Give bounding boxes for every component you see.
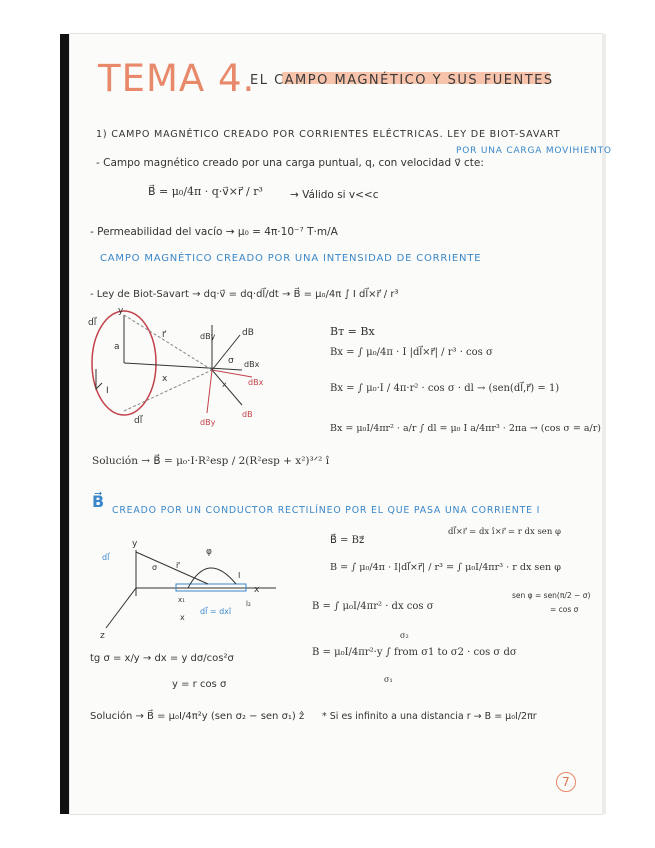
- label-dl: dl⃗: [102, 553, 110, 562]
- section3-solution: Solución → B⃗ = μ₀I/4π²y (sen σ₂ − sen σ₁) ẑ: [90, 711, 305, 722]
- label-dBx-1: dBx: [244, 360, 260, 369]
- label-sigma: σ: [228, 356, 234, 366]
- label-l2: l₂: [246, 600, 251, 608]
- section3-vector: B⃗: [92, 492, 105, 511]
- section3-eq1: B⃗ = Bz⃗: [330, 535, 365, 546]
- label-x-bottom: x: [180, 613, 185, 622]
- eq-bx-2: Bx = ∫ μ₀·I / 4π·r² · cos σ · dl → (sen(dl⃗,r⃗) = 1): [330, 383, 560, 394]
- label-dBx-2: dBx: [248, 378, 264, 387]
- current-arrow: [96, 369, 102, 389]
- label-r: r⃗: [162, 330, 166, 340]
- r-vector-line: [124, 315, 212, 370]
- section1-line1: - Campo magnético creado por una carga puntual, q, con velocidad v⃗ cte:: [96, 157, 484, 169]
- side-note-2: = cos σ: [550, 605, 579, 614]
- sigma-lower: σ₁: [384, 675, 393, 684]
- sigma-upper: σ₂: [400, 631, 409, 640]
- label-dl-eq: dl⃗ = dxî: [200, 607, 232, 616]
- section1-heading: 1) CAMPO MAGNÉTICO CREADO POR CORRIENTES ELÉCTRICAS. LEY DE BIOT-SAVART: [96, 129, 561, 140]
- tg-sigma-eq: tg σ = x/y → dx = y dσ/cos²σ: [90, 653, 234, 664]
- label-phi: φ: [206, 547, 212, 557]
- page-subtitle: EL CAMPO MAGNÉTICO Y SUS FUENTES: [250, 73, 554, 88]
- biot-savart-law: - Ley de Biot-Savart → dq·v⃗ = dq·dl⃗/dt → B⃗ = μ₀/4π ∫ I dl⃗×r⃗ / r³: [90, 289, 399, 300]
- label-I: I: [106, 386, 109, 396]
- eq-bx-1: Bx = ∫ μ₀/4π · I |dl⃗×r⃗| / r³ · cos σ: [330, 347, 493, 358]
- section1-formula: B⃗ = μ₀/4π · q·v⃗×r⃗ / r³: [148, 185, 263, 198]
- label-y: y: [118, 306, 124, 316]
- y-eq: y = r cos σ: [172, 679, 227, 690]
- straight-conductor-diagram: [96, 530, 296, 640]
- x-axis-line: [124, 363, 242, 370]
- cross-product-eq: dl⃗×r⃗ = dx î×r⃗ = r dx sen φ: [448, 527, 561, 537]
- label-I: I: [238, 571, 241, 580]
- label-x: x: [162, 374, 168, 384]
- dBx-arrow: [212, 370, 252, 377]
- label-x2: x: [222, 380, 227, 389]
- section3-heading: CREADO POR UN CONDUCTOR RECTILÍNEO POR EL QUE PASA UNA CORRIENTE I: [112, 505, 541, 516]
- dB-arrow-2: [212, 370, 242, 405]
- eq-bt: Bᴛ = Bx: [330, 325, 375, 338]
- label-a: a: [114, 342, 120, 352]
- label-dBy2: dBy: [200, 418, 216, 427]
- section2-heading: CAMPO MAGNÉTICO CREADO POR UNA INTENSIDAD DE CORRIENTE: [100, 253, 482, 264]
- page-title: TEMA 4.: [98, 57, 256, 100]
- side-note-1: sen φ = sen(π/2 − σ): [512, 591, 591, 600]
- ring-current-diagram: [82, 305, 282, 435]
- label-sigma: σ: [152, 563, 158, 572]
- eq-bx-3: Bx = μ₀I/4πr² · a/r ∫ dl = μ₀ I a/4πr³ · 2πa → (cos σ = a/r): [330, 423, 602, 434]
- label-dl-bottom: dl⃗: [134, 416, 143, 426]
- section3-eq3: B = ∫ μ₀I/4πr² · dx cos σ: [312, 601, 434, 612]
- section3-eq4: B = μ₀I/4πr²·y ∫ from σ1 to σ2 · cos σ dσ: [312, 647, 517, 658]
- r-vector: [136, 552, 208, 584]
- section1-blue-note: POR UNA CARGA MOVIHIENTO: [456, 146, 612, 156]
- infinite-note: * Si es infinito a una distancia r → B = μ₀I/2πr: [322, 711, 537, 722]
- permeability-line: - Permeabilidad del vacío → μ₀ = 4π·10⁻⁷ T·m/A: [90, 226, 338, 238]
- dBy-arrow-2: [207, 370, 212, 413]
- validity-note: → Válido si v<<c: [290, 189, 379, 201]
- label-dB: dB: [242, 328, 254, 338]
- label-x: x: [254, 585, 260, 595]
- z-axis: [106, 588, 136, 628]
- r-vector-line-2: [124, 370, 212, 411]
- page-number: 7: [556, 772, 576, 792]
- section3-eq2: B = ∫ μ₀/4π · I|dl⃗×r⃗| / r³ = ∫ μ₀I/4πr³ · r dx sen φ: [330, 562, 561, 573]
- label-dB2: dB: [242, 410, 253, 419]
- label-dBy: dBy: [200, 332, 216, 341]
- scan-edge: [60, 34, 70, 814]
- dB-arrow: [212, 335, 240, 370]
- label-dl-top: dl⃗: [88, 318, 97, 328]
- label-x1: x₁: [178, 596, 185, 604]
- label-y: y: [132, 539, 138, 549]
- section2-solution: Solución → B⃗ = μ₀·I·R²esp / 2(R²esp + x²)³ᐟ² î: [92, 455, 330, 467]
- label-z: z: [100, 631, 105, 641]
- label-r: r⃗: [176, 561, 180, 570]
